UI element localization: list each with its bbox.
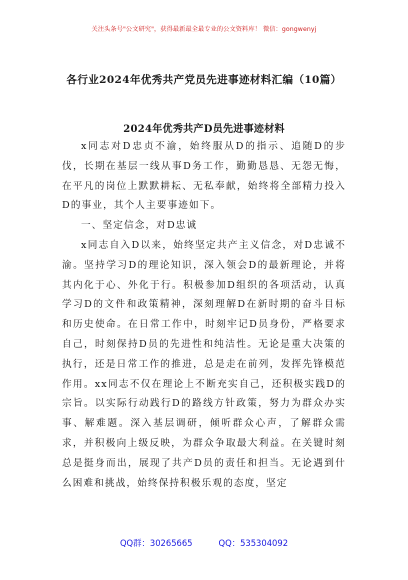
section-heading: 一、坚定信念，对D忠诚 xyxy=(81,220,198,232)
footer-qq: QQ：535304092 xyxy=(218,538,289,548)
document-title: 各行业2024年优秀共产党员先进事迹材料汇编（10篇） xyxy=(66,74,342,86)
header-banner: 关注头条号"公文研究"，获得最新最全最专业的公文资料库！ 微信：gongwenyj xyxy=(91,26,317,33)
article-title: 2024年优秀共产D员先进事迹材料 xyxy=(123,124,285,135)
article-body xyxy=(62,137,346,493)
paragraph-body: x同志自入D以来，始终坚定共产主义信念，对D忠诚不渝。坚持学习D的理论知识，深入领会D的最新理论，并将其内化于心、外化于行。积极参加D组织的各项活动，认真学习D的文件和政策精神，深刻理解D在新时期的奋斗目标和历史使命。在日常工作中，时刻牢记D员身份，严格要求自己，时刻保持D员的先进性和纯洁性。无论是重大决策的执行，还是日常工作的推进，总是走在前列，发挥先锋模范作用。xx同志不仅在理论上不断充实自己，还积极实践D的宗旨。以实际行动践行D的路线方针政策，努力为群众办实事、解难题。深入基层调研，倾听群众心声，了解群众需求，并积极向上级反映，为群众争取最大利益。在关键时刻总是挺身而出，展现了共产D员的责任和担当。无论遇到什么困难和挑战，始终保持积极乐观的态度，坚定 xyxy=(62,239,346,489)
paragraph-intro: x同志对D忠贞不渝，始终服从D的指示、追随D的步伐，长期在基层一线从事D务工作，勤勤恳恳、无怨无悔，在平凡的岗位上默默耕耘、无私奉献，始终将全部精力投入D的事业，其个人主要事迹如下。 xyxy=(62,141,346,212)
footer-qq-group: QQ群：30265665 xyxy=(119,538,193,548)
footer-contact xyxy=(0,537,408,549)
